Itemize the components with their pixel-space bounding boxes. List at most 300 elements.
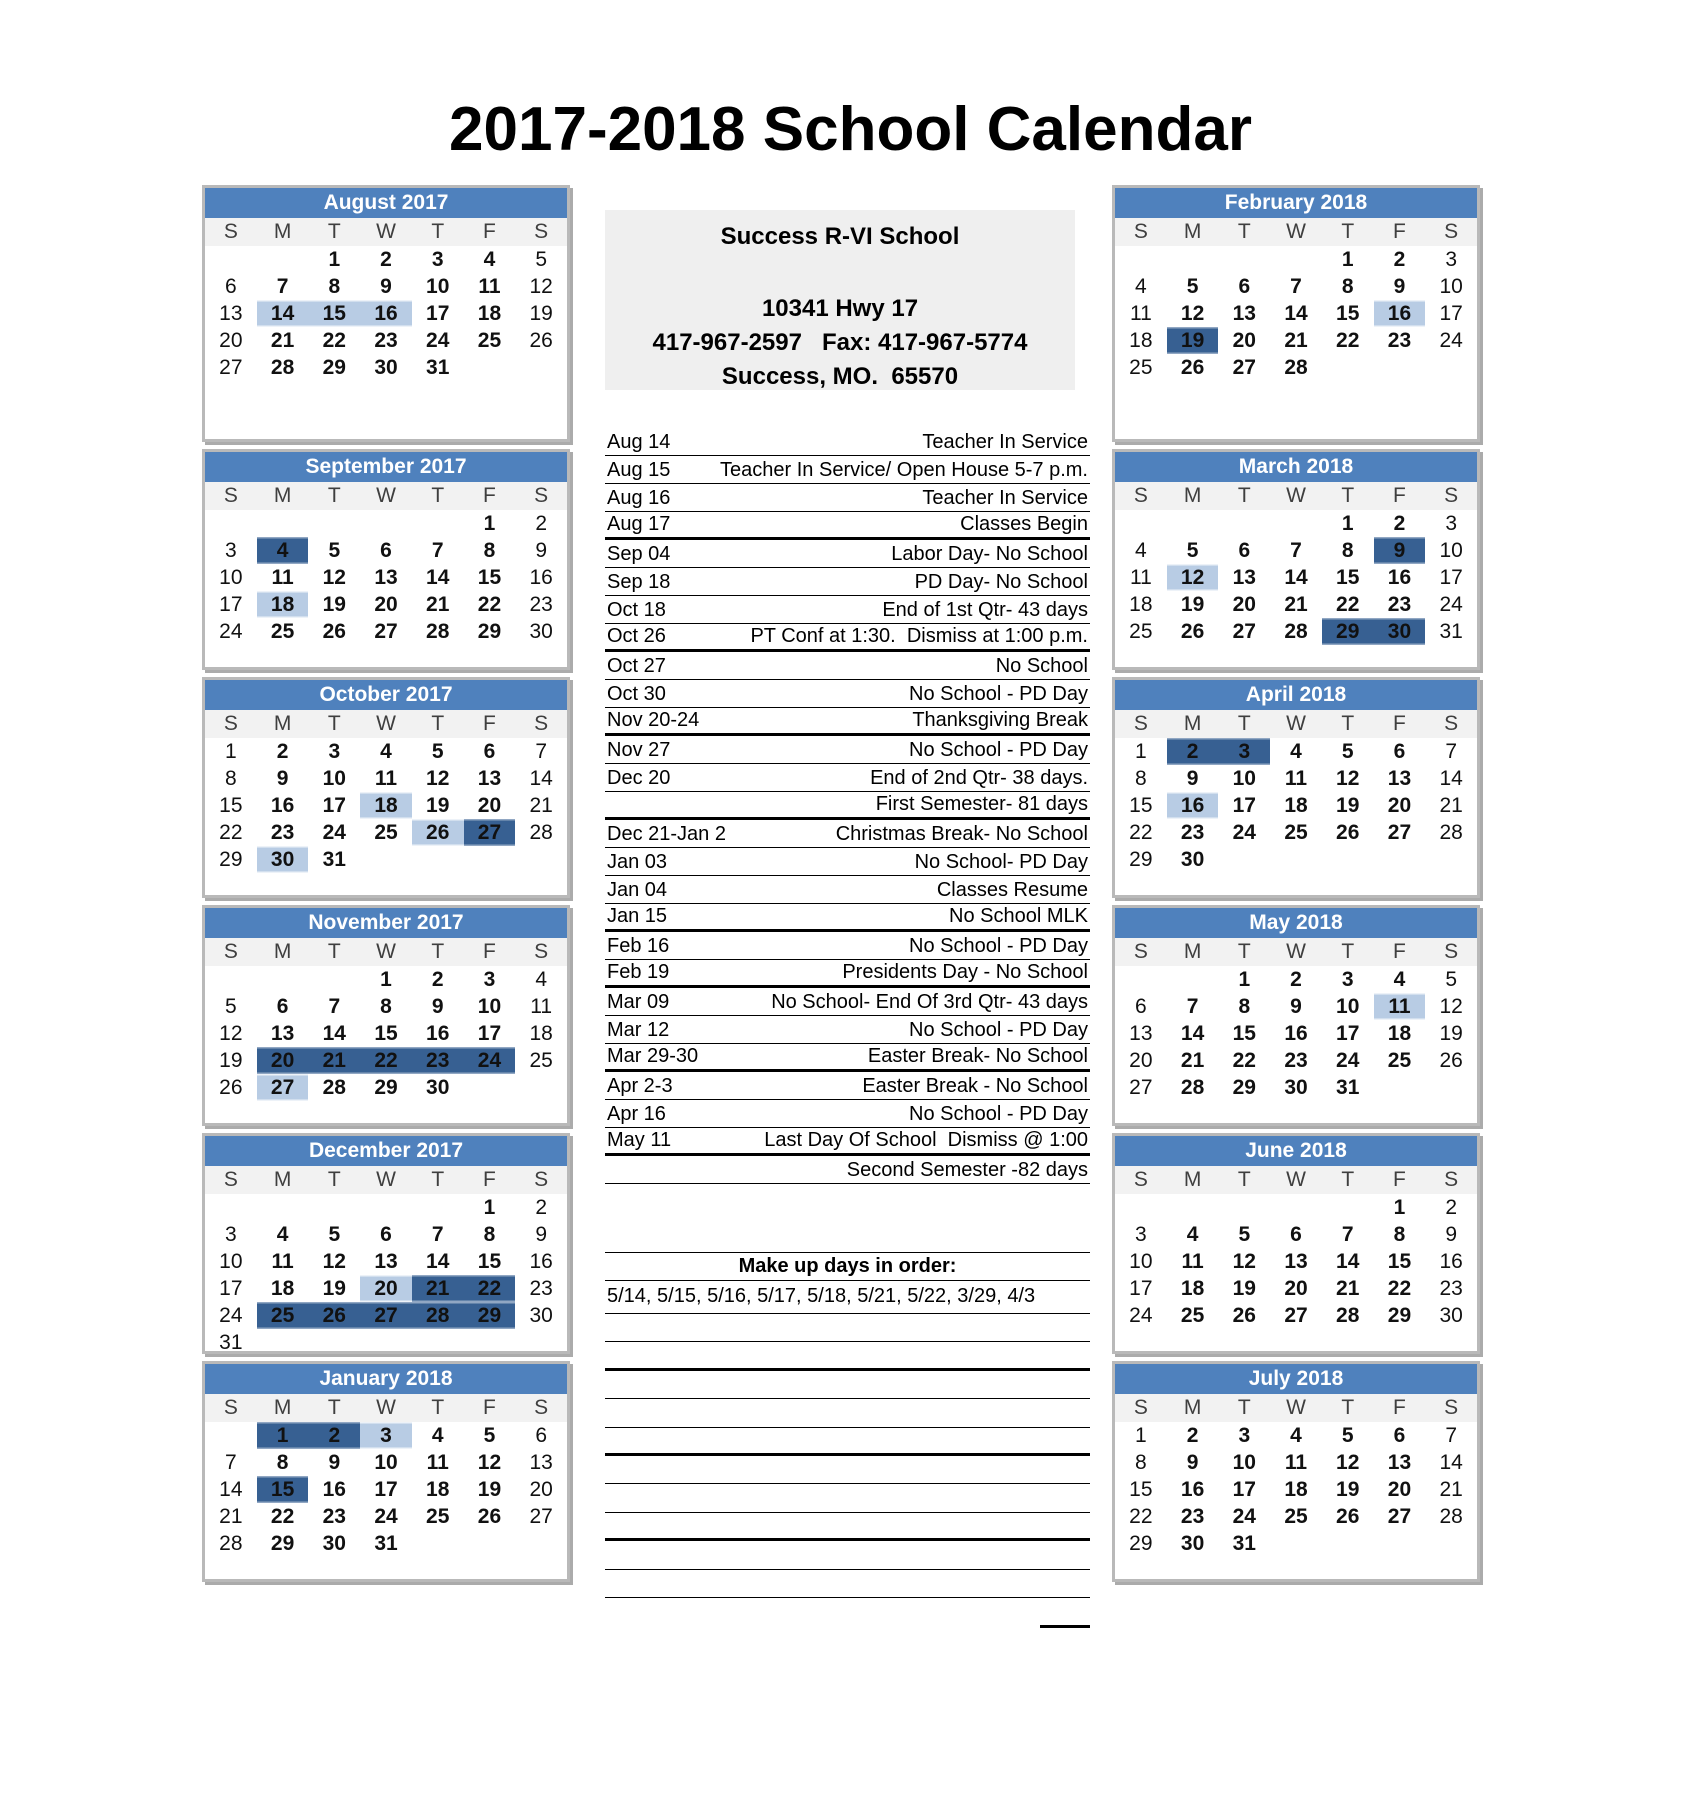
week-row [1115,1275,1477,1302]
event-date: Oct 27 [607,655,666,677]
week-row [205,1422,567,1449]
date-cell [1270,1194,1322,1221]
event-description: Last Day Of School Dismiss @ 1:00 [764,1129,1088,1151]
month-header: October 2017 [205,680,567,710]
date-cell: 31 [322,848,346,871]
date-cell: 30 [529,1304,553,1327]
date-cell [205,1422,257,1449]
date-cell: 20 [1284,1277,1308,1300]
month-header: August 2017 [205,188,567,218]
date-cell: 24 [219,620,243,643]
weekday-label: F [483,1168,496,1191]
weekday-header-row [1115,218,1477,246]
date-cell: 14 [322,1022,346,1045]
event-date: Oct 26 [607,625,666,647]
weekday-label: T [327,1168,341,1191]
date-cell [1425,354,1477,381]
date-cell [1374,354,1426,381]
date-cell: 24 [426,329,450,352]
event-row [605,568,1090,596]
date-cell [412,1329,464,1356]
date-cell: 26 [308,1302,360,1329]
date-cell: 7 [1341,1223,1354,1246]
weekday-label: T [1237,484,1251,507]
weekday-label: S [534,940,549,963]
date-cell: 19 [219,1049,243,1072]
date-cell: 17 [477,1022,502,1045]
event-date: Sep 04 [607,543,671,565]
date-cell: 8 [1238,995,1251,1018]
week-row [1115,1449,1477,1476]
date-cell: 30 [1284,1076,1308,1099]
date-cell: 26 [529,329,553,352]
date-cell: 3 [1218,738,1270,765]
date-cell: 4 [276,1223,289,1246]
event-row [605,876,1090,904]
event-description: No School- End Of 3rd Qtr- 43 days [771,991,1088,1013]
date-cell: 3 [431,248,444,271]
date-cell: 20 [529,1478,553,1501]
date-cell [464,846,516,873]
date-cell: 9 [1445,1223,1458,1246]
date-cell [308,966,360,993]
date-cell: 8 [225,767,237,790]
date-cell: 21 [529,794,553,817]
month-panel-march-2018 [1112,449,1480,670]
week-row [1115,273,1477,300]
weekday-label: S [534,220,549,243]
date-cell: 29 [1129,1532,1153,1555]
date-cell: 1 [380,968,392,991]
month-panel-september-2017 [202,449,570,670]
date-cell: 9 [1393,275,1406,298]
date-cell: 12 [1232,1250,1256,1273]
week-row [1115,1020,1477,1047]
weekday-label: T [1237,1168,1251,1191]
date-cell: 19 [322,1277,346,1300]
month-header: April 2018 [1115,680,1477,710]
date-cell: 8 [380,995,392,1018]
date-cell: 12 [1336,1451,1360,1474]
event-row [605,904,1090,932]
date-cell: 22 [1336,329,1360,352]
week-row [1115,846,1477,873]
event-row [605,1156,1090,1184]
ruled-line [605,1428,1090,1456]
date-cell: 24 [1129,1304,1153,1327]
weekday-header-row [205,482,567,510]
date-cell: 1 [483,1196,496,1219]
date-cell: 2 [535,512,548,535]
date-cell: 26 [219,1076,243,1099]
date-cell: 30 [529,620,553,643]
month-panel-december-2017 [202,1133,570,1354]
date-cell: 10 [1439,275,1463,298]
events-list [605,428,1090,1184]
date-cell: 9 [535,1223,548,1246]
date-cell: 16 [529,566,553,589]
date-cell: 28 [529,821,553,844]
date-cell: 3 [1135,1223,1147,1246]
date-cell: 28 [412,1302,464,1329]
date-cell: 24 [1439,329,1463,352]
date-cell: 25 [374,821,398,844]
date-cell: 21 [1439,794,1463,817]
date-cell: 10 [1129,1250,1153,1273]
date-cell: 16 [322,1478,346,1501]
week-row [1115,537,1477,564]
date-cell: 28 [322,1076,346,1099]
date-cell: 3 [1341,968,1354,991]
date-cell: 3 [1445,512,1458,535]
date-cell: 15 [308,300,360,327]
weekday-label: W [1286,940,1306,963]
date-cell: 25 [477,329,502,352]
weekday-label: F [483,712,496,735]
date-cell: 22 [1387,1277,1412,1300]
date-cell: 1 [328,248,341,271]
date-cell: 28 [1439,821,1463,844]
date-cell: 4 [431,1424,444,1447]
week-row [1115,1530,1477,1557]
weekday-label: S [223,1168,238,1191]
week-row [205,819,567,846]
date-cell: 18 [1129,593,1153,616]
event-date: Aug 14 [607,431,671,453]
date-cell: 26 [477,1505,502,1528]
event-date: Oct 30 [607,683,666,705]
month-header: June 2018 [1115,1136,1477,1166]
weekday-label: F [1393,940,1406,963]
date-cell: 1 [1393,1196,1406,1219]
date-cell: 6 [380,1223,392,1246]
event-date: Aug 15 [607,459,671,481]
week-row [1115,564,1477,591]
week-row [1115,1221,1477,1248]
date-cell: 10 [1232,1451,1256,1474]
date-cell: 9 [1186,1451,1199,1474]
date-cell: 29 [464,1302,516,1329]
event-date: Sep 18 [607,571,671,593]
date-cell: 2 [535,1196,548,1219]
date-cell: 30 [374,356,398,379]
month-column-right [1112,185,1480,1589]
date-cell: 16 [1284,1022,1308,1045]
weekday-label: T [1341,1396,1355,1419]
page-title: 2017-2018 School Calendar [449,95,1252,164]
date-cell: 20 [1232,329,1256,352]
week-row [205,327,567,354]
date-cell: 31 [426,356,450,379]
event-description: Thanksgiving Break [912,709,1088,731]
date-cell: 25 [426,1505,450,1528]
date-cell: 11 [1284,767,1308,790]
date-cell: 16 [270,794,295,817]
weekday-label: M [273,220,292,243]
date-cell: 2 [308,1422,360,1449]
week-row [205,1248,567,1275]
date-cell: 3 [225,1223,237,1246]
date-cell: 23 [1439,1277,1463,1300]
date-cell [1322,1530,1374,1557]
date-cell: 9 [1374,537,1426,564]
date-cell: 20 [1387,1478,1412,1501]
date-cell: 8 [1341,275,1354,298]
date-cell: 31 [1439,620,1463,643]
week-row [205,792,567,819]
weekday-label: S [223,220,238,243]
date-cell [1218,846,1270,873]
date-cell: 22 [322,329,346,352]
date-cell: 25 [257,1302,309,1329]
event-description: PD Day- No School [914,571,1088,593]
date-cell [205,246,257,273]
weekday-label: T [327,1396,341,1419]
event-row [605,1128,1090,1156]
event-date: Feb 19 [607,961,670,983]
date-cell: 9 [535,539,548,562]
date-cell: 8 [276,1451,289,1474]
date-cell: 18 [1284,1478,1308,1501]
date-cell: 27 [1387,821,1412,844]
weekday-label: S [1133,940,1148,963]
event-description: Classes Begin [960,513,1088,535]
date-cell: 15 [219,794,243,817]
weekday-label: W [376,220,396,243]
date-cell [1115,246,1167,273]
week-row [205,300,567,327]
date-cell [1322,354,1374,381]
event-date: Dec 21-Jan 2 [607,823,726,845]
event-row [605,1072,1090,1100]
date-cell: 22 [270,1505,295,1528]
date-cell: 30 [1374,618,1426,645]
date-cell: 30 [1439,1304,1463,1327]
date-cell: 15 [374,1022,398,1045]
date-cell: 11 [1181,1250,1204,1273]
date-cell: 15 [477,1250,502,1273]
date-cell: 4 [380,740,392,763]
date-cell: 28 [219,1532,243,1555]
date-cell: 4 [257,537,309,564]
date-cell: 26 [412,819,464,846]
event-row [605,428,1090,456]
school-phone-fax: 417-967-2597 Fax: 417-967-5774 [652,329,1028,356]
blank-ruled-lines [605,1314,1090,1598]
event-description: First Semester- 81 days [875,793,1088,815]
date-cell [412,510,464,537]
date-cell: 27 [374,620,398,643]
weekday-label: T [1341,1168,1355,1191]
date-cell: 5 [1341,740,1354,763]
event-description: Easter Break- No School [867,1045,1088,1067]
date-cell: 17 [1439,566,1463,589]
week-row [205,1020,567,1047]
date-cell [1322,846,1374,873]
date-cell: 15 [1336,566,1360,589]
ruled-line [605,1456,1090,1484]
week-row [205,591,567,618]
date-cell: 17 [1232,1478,1256,1501]
event-date: Aug 16 [607,487,671,509]
date-cell: 25 [270,620,295,643]
date-cell: 27 [1387,1505,1412,1528]
date-cell: 11 [530,995,553,1018]
date-cell: 23 [1180,821,1205,844]
date-cell [1425,1530,1477,1557]
date-cell [1115,966,1167,993]
date-cell: 15 [1232,1022,1256,1045]
weekday-label: F [483,484,496,507]
week-row [205,1302,567,1329]
weekday-label: W [1286,1396,1306,1419]
weekday-header-row [205,710,567,738]
date-cell: 21 [1284,329,1308,352]
date-cell: 20 [360,1275,412,1302]
date-cell: 24 [1439,593,1463,616]
date-cell: 17 [426,302,450,325]
week-row [205,846,567,873]
event-row [605,540,1090,568]
weekday-label: S [1133,1396,1148,1419]
date-cell [412,1194,464,1221]
date-cell: 10 [1439,539,1463,562]
date-cell: 22 [464,1275,516,1302]
date-cell: 15 [1129,1478,1153,1501]
date-cell: 8 [483,1223,496,1246]
date-cell: 13 [477,767,502,790]
date-cell: 24 [374,1505,398,1528]
date-cell: 10 [322,767,346,790]
date-cell [1374,1074,1426,1101]
date-cell [257,510,309,537]
date-cell: 21 [219,1505,243,1528]
date-cell: 2 [380,248,392,271]
date-cell: 5 [225,995,237,1018]
weekday-label: T [327,484,341,507]
date-cell: 5 [1186,539,1199,562]
date-cell: 29 [374,1076,398,1099]
weekday-label: F [483,940,496,963]
date-cell: 23 [412,1047,464,1074]
date-cell: 2 [431,968,444,991]
month-header: December 2017 [205,1136,567,1166]
weekday-header-row [1115,938,1477,966]
month-header: February 2018 [1115,188,1477,218]
week-row [1115,966,1477,993]
week-row [205,1530,567,1557]
event-description: Second Semester -82 days [846,1159,1088,1181]
date-cell: 31 [374,1532,398,1555]
date-cell: 23 [374,329,398,352]
week-row [205,966,567,993]
weekday-label: W [376,712,396,735]
week-row [205,537,567,564]
month-panel-may-2018 [1112,905,1480,1126]
weekday-label: S [534,1168,549,1191]
date-cell: 18 [1129,329,1153,352]
date-cell [1115,510,1167,537]
date-cell: 1 [257,1422,309,1449]
date-cell: 29 [1232,1076,1256,1099]
date-cell: 5 [483,1424,496,1447]
date-cell: 25 [1284,821,1308,844]
date-cell: 20 [477,794,502,817]
date-cell: 8 [1393,1223,1406,1246]
week-row [205,765,567,792]
date-cell: 13 [1387,767,1412,790]
week-row [205,1503,567,1530]
date-cell: 30 [426,1076,450,1099]
weekday-label: T [1341,940,1355,963]
date-cell: 6 [535,1424,548,1447]
weekday-label: S [534,712,549,735]
weekday-label: S [223,1396,238,1419]
date-cell [464,1530,516,1557]
date-cell: 13 [270,1022,295,1045]
event-row [605,484,1090,512]
date-cell: 27 [1284,1304,1308,1327]
month-panel-november-2017 [202,905,570,1126]
weekday-label: S [1133,712,1148,735]
date-cell: 18 [1387,1022,1412,1045]
weekday-label: T [1341,220,1355,243]
weekday-header-row [205,1166,567,1194]
date-cell: 7 [431,1223,444,1246]
week-row [1115,792,1477,819]
weekday-label: T [327,940,341,963]
date-cell: 13 [1232,302,1256,325]
week-row [1115,246,1477,273]
date-cell: 26 [1232,1304,1256,1327]
weekday-label: M [1183,712,1202,735]
date-cell: 21 [308,1047,360,1074]
date-cell: 6 [276,995,289,1018]
event-row [605,652,1090,680]
weekday-label: S [1133,1168,1148,1191]
date-cell: 27 [360,1302,412,1329]
week-row [1115,738,1477,765]
date-cell: 19 [1439,1022,1463,1045]
date-cell: 13 [219,302,243,325]
event-row [605,960,1090,988]
date-cell: 16 [1180,1478,1205,1501]
date-cell: 19 [1336,794,1360,817]
week-row [205,1047,567,1074]
date-cell: 26 [1180,356,1205,379]
date-cell: 23 [529,1277,553,1300]
date-cell [1167,246,1219,273]
weekday-header-row [1115,1166,1477,1194]
date-cell: 31 [1232,1532,1256,1555]
school-name: Success R-VI School [720,223,960,250]
date-cell: 27 [529,1505,553,1528]
date-cell: 24 [1232,821,1256,844]
weekday-label: M [273,1396,292,1419]
week-row [205,1476,567,1503]
date-cell: 1 [225,740,237,763]
event-row [605,736,1090,764]
ruled-line [605,1184,1090,1253]
date-cell: 30 [1180,1532,1205,1555]
weekday-label: F [1393,712,1406,735]
date-cell: 20 [1387,794,1412,817]
date-cell: 15 [1129,794,1153,817]
date-cell: 3 [225,539,237,562]
date-cell: 10 [219,566,243,589]
date-cell: 14 [1284,566,1308,589]
date-cell [257,246,309,273]
